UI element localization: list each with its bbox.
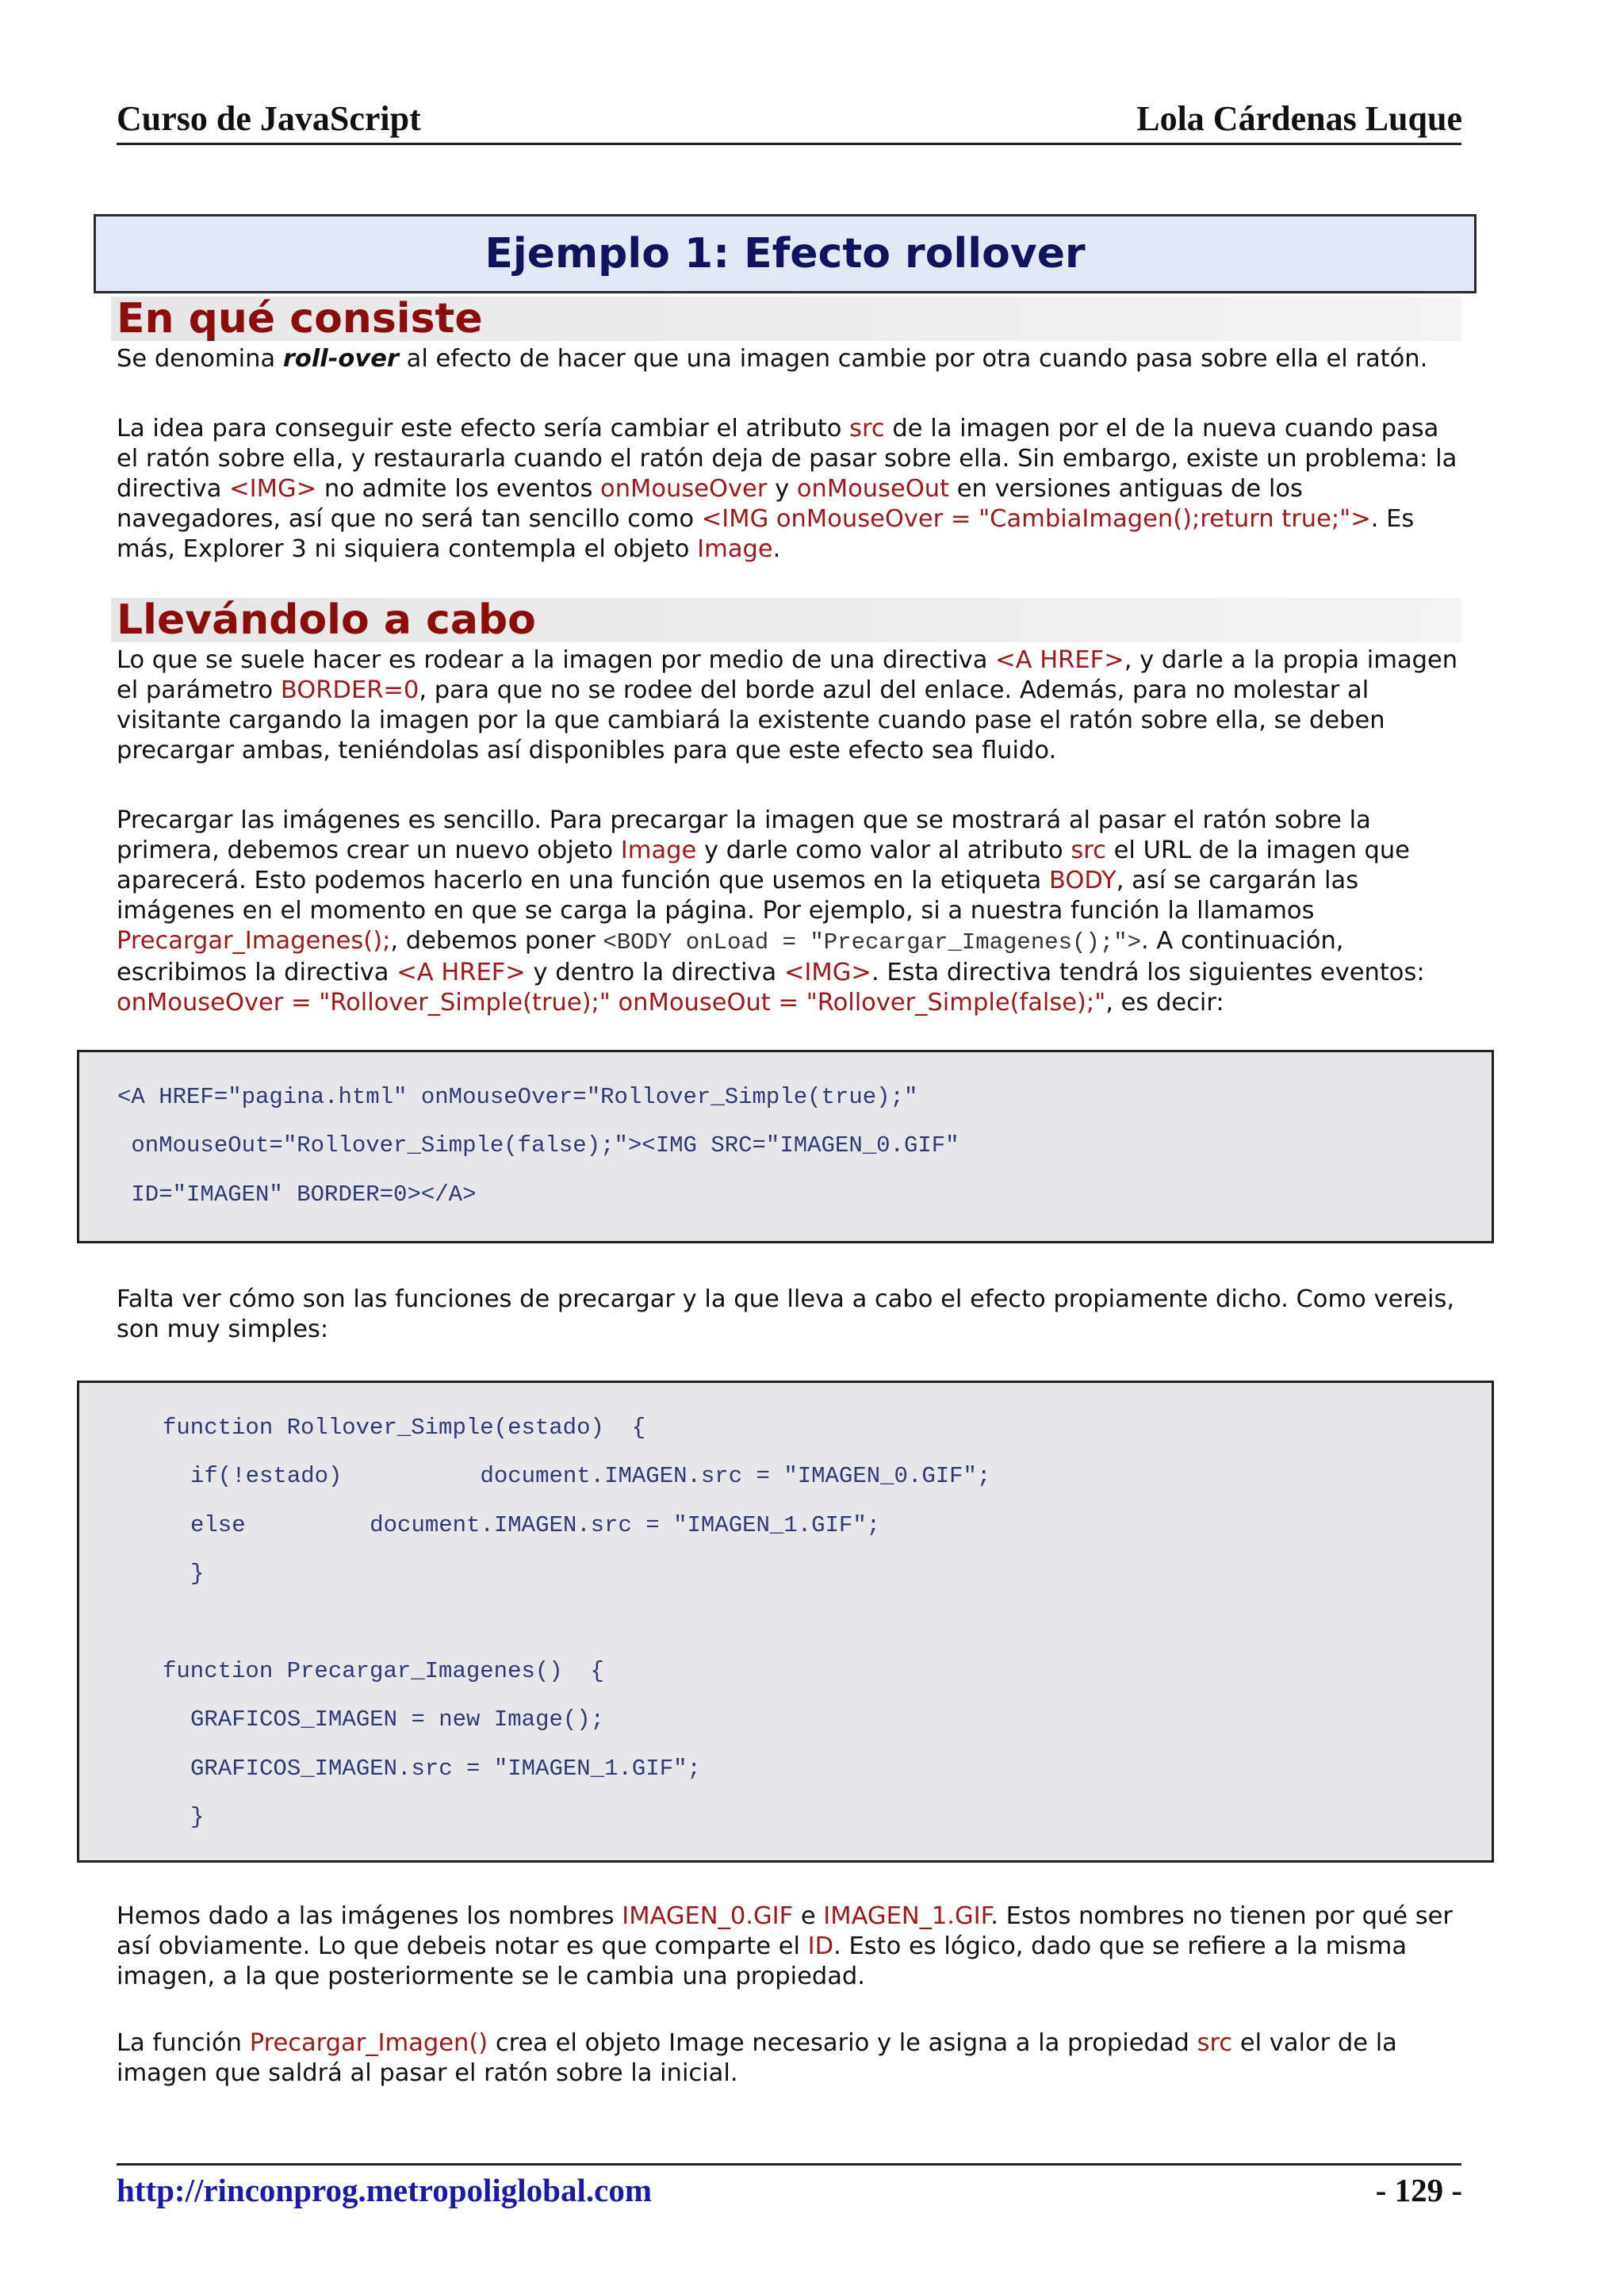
text-run: La idea para conseguir este efecto sería cambiar el atributo [117, 415, 850, 442]
code-line: function Rollover_Simple(estado) { [163, 1415, 646, 1441]
code-block-functions [77, 1381, 1494, 1863]
code-line: GRAFICOS_IMAGEN.src = "IMAGEN_1.GIF"; [190, 1756, 701, 1782]
section-heading-en-que-consiste [111, 297, 1461, 341]
text-run: crea el objeto Image necesario y le asigna a la propiedad [488, 2029, 1197, 2057]
keyword-a-href: <A HREF> [396, 959, 526, 986]
text-run: Hemos dado a las imágenes los nombres [117, 1902, 622, 1930]
text-run: , es decir: [1105, 989, 1224, 1017]
code-block-anchor [77, 1050, 1494, 1243]
keyword-events: onMouseOver = "Rollover_Simple(true);" onMouseOut = "Rollover_Simple(false);" [117, 989, 1106, 1017]
text-run: La función [117, 2029, 250, 2057]
keyword-image: Image [620, 837, 697, 864]
paragraph-image-names [117, 1901, 1465, 1992]
running-header-course-title: Curso de JavaScript [117, 99, 421, 138]
paragraph-idea [117, 414, 1465, 565]
text-run: en versiones antiguas de los navegadores, así que no será tan sencillo como [117, 475, 1303, 533]
keyword-body: BODY [1048, 867, 1116, 894]
footer-url-link[interactable]: http://rinconprog.metropoliglobal.com [117, 2172, 652, 2208]
text-run: , así se cargarán las imágenes en el momento en que se carga la página. Por ejemplo, si a nuestra función la llamamos [117, 867, 1359, 925]
keyword-onmouseout: onMouseOut [796, 475, 950, 503]
keyword-img-tag: <IMG> [783, 959, 871, 986]
keyword-imagen-1: IMAGEN_1.GIF [823, 1902, 991, 1930]
keyword-a-href: <A HREF> [995, 646, 1124, 674]
code-line: if(!estado) document.IMAGEN.src = "IMAGEN_0.GIF"; [190, 1463, 991, 1489]
text-run: al efecto de hacer que una imagen cambie por otra cuando pasa sobre ella el ratón. [398, 345, 1428, 373]
text-run: el valor de la imagen que saldrá al pasar el ratón sobre la inicial. [117, 2029, 1397, 2087]
example-title: Ejemplo 1: Efecto rollover [485, 230, 1086, 278]
text-run: , para que no se rodee del borde azul del enlace. Además, para no molestar al visitante cargando la imagen por la que cambiará la existente cuando pase el ratón sobre ella, se deben precargar ambas, teniéndolas así disponibles para que este efecto sea fluido. [117, 676, 1385, 764]
text-run: . Es más, Explorer 3 ni siquiera contempla el objeto [117, 505, 1415, 563]
paragraph-preload [117, 806, 1465, 1018]
code-line: } [190, 1561, 205, 1587]
text-run: no admite los eventos [316, 475, 601, 503]
paragraph-definition [117, 344, 1465, 374]
section-heading-text: Llevándolo a cabo [117, 596, 536, 644]
keyword-img-example: <IMG onMouseOver = "CambiaImagen();return true;"> [701, 505, 1371, 533]
text-run: . A continuación, escribimos la directiva [117, 927, 1344, 986]
keyword-src: src [1197, 2029, 1233, 2057]
text-run: . Estos nombres no tienen por qué ser así obviamente. Lo que debeis notar es que comparte el [117, 1902, 1453, 1960]
keyword-border: BORDER=0 [280, 676, 419, 704]
keyword-imagen-0: IMAGEN_0.GIF [622, 1902, 794, 1930]
text-run: Se denomina [117, 345, 283, 373]
text-run: . [772, 535, 781, 563]
code-line: ID="IMAGEN" BORDER=0></A> [117, 1181, 477, 1208]
term-roll-over: roll-over [282, 345, 399, 373]
keyword-onmouseover: onMouseOver [600, 475, 768, 503]
header-rule [117, 143, 1461, 145]
keyword-id: ID [807, 1932, 834, 1960]
code-line: function Precargar_Imagenes() { [163, 1658, 604, 1684]
paragraph-approach [117, 645, 1465, 766]
text-run: . Esto es lógico, dado que se refiere a la misma imagen, a la que posteriormente se le cambia una propiedad. [117, 1932, 1408, 1990]
inline-code-body-onload: <BODY onLoad = "Precargar_Imagenes();"> [603, 929, 1142, 956]
running-header-author: Lola Cárdenas Luque [1136, 99, 1462, 138]
keyword-precargar-imagen: Precargar_Imagen() [249, 2029, 488, 2057]
paragraph-functions-intro: Falta ver cómo son las funciones de precargar y la que lleva a cabo el efecto propiamente dicho. Como vereis, son muy simples: [117, 1285, 1455, 1343]
page-number: - 129 - [1375, 2172, 1462, 2208]
text-run: el URL de la imagen que aparecerá. Esto podemos hacerlo en una función que usemos en la etiqueta [117, 837, 1410, 894]
code-line: onMouseOut="Rollover_Simple(false);"><IMG SRC="IMAGEN_0.GIF" [117, 1132, 959, 1158]
section-heading-llevandolo-a-cabo [111, 598, 1461, 642]
text-run: de la imagen por el de la nueva cuando pasa el ratón sobre ella, y restaurarla cuando el ratón deja de pasar sobre ella. Sin embargo, existe un problema: la directiva [117, 415, 1457, 503]
footer-rule [117, 2163, 1461, 2166]
keyword-img-tag: <IMG> [229, 475, 317, 503]
keyword-src: src [1071, 837, 1106, 864]
text-run: Precargar las imágenes es sencillo. Para precargar la imagen que se mostrará al pasar el ratón sobre la primera, debemos crear un nuevo objeto [117, 806, 1371, 864]
text-run: Lo que se suele hacer es rodear a la imagen por medio de una directiva [117, 646, 996, 674]
text-run: , debemos poner [390, 927, 603, 955]
paragraph-precargar-function [117, 2028, 1465, 2089]
text-run: . Esta directiva tendrá los siguientes eventos: [871, 959, 1425, 986]
code-line: else document.IMAGEN.src = "IMAGEN_1.GIF"; [190, 1512, 881, 1538]
keyword-src: src [849, 415, 885, 442]
section-heading-text: En qué consiste [117, 295, 483, 343]
text-run: y darle como valor al atributo [696, 837, 1071, 864]
text-run: , y darle a la propia imagen el parámetro [117, 646, 1458, 704]
text-run: y [767, 475, 797, 503]
code-line: } [190, 1804, 205, 1830]
code-line: <A HREF="pagina.html" onMouseOver="Rollover_Simple(true);" [117, 1084, 918, 1110]
keyword-image: Image [697, 535, 773, 563]
text-run: e [793, 1902, 824, 1930]
text-run: y dentro la directiva [525, 959, 784, 986]
code-line: GRAFICOS_IMAGEN = new Image(); [190, 1706, 605, 1733]
keyword-precargar-imagenes: Precargar_Imagenes(); [117, 927, 391, 955]
example-title-box [94, 214, 1477, 293]
